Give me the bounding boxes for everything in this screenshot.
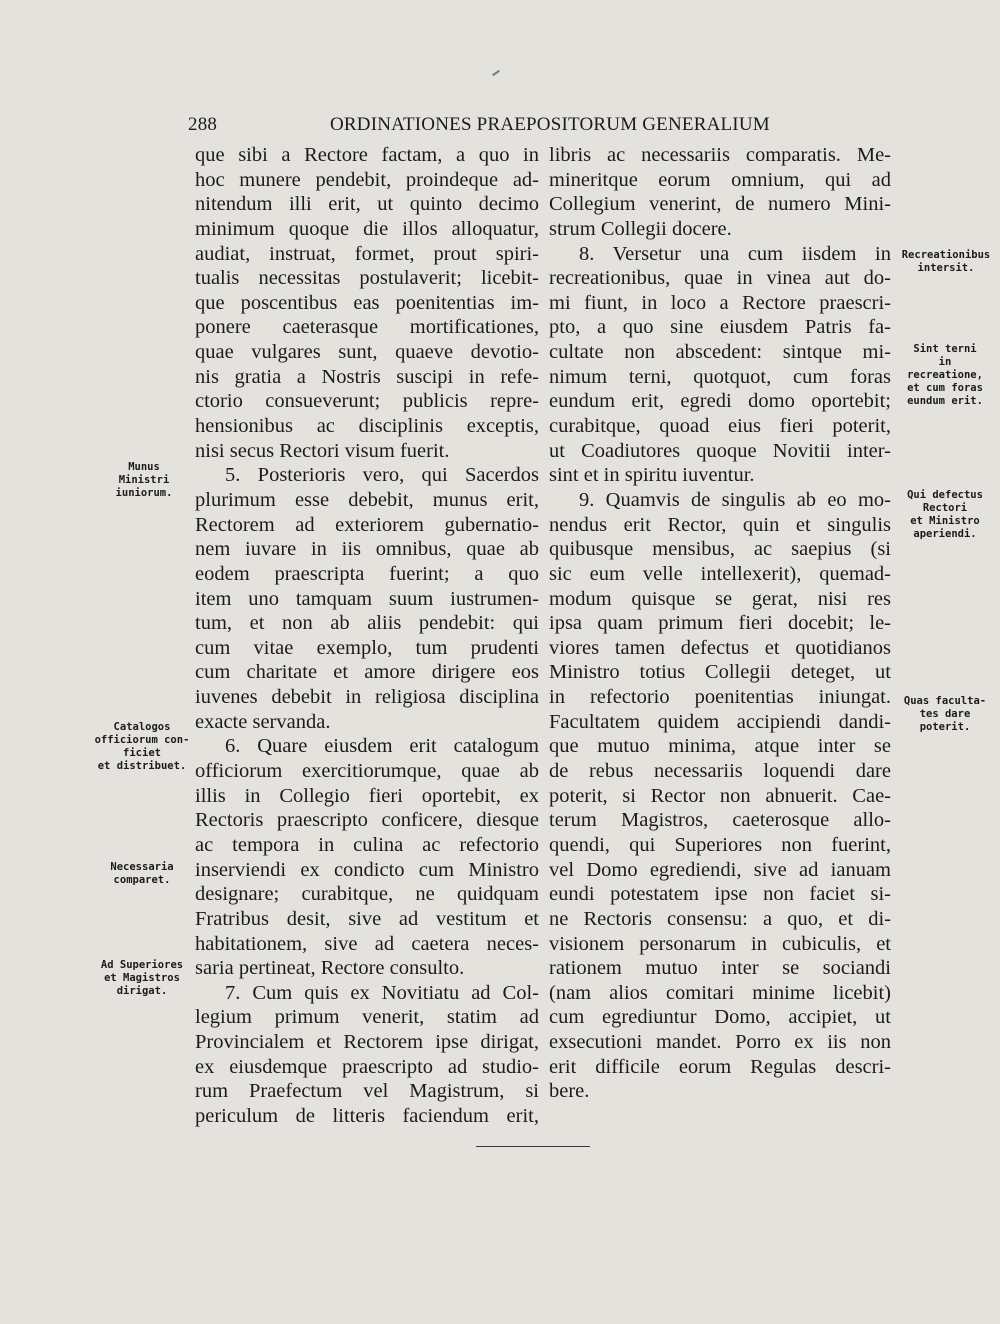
margin-note-right: Quas faculta- tes dare poterit. <box>903 695 987 733</box>
text-line: eodem praescripta fuerint; a quo <box>195 562 539 585</box>
text-line: nis gratia a Nostris suscipi in refe- <box>195 365 539 388</box>
text-line: Facultatem quidem accipiendi dandi- <box>549 710 891 733</box>
text-line: legium primum venerit, statim ad <box>195 1006 539 1029</box>
text-line: cultate non abscedent: sintque mi- <box>549 341 891 364</box>
text-line: Ministro totius Collegii deteget, ut <box>549 661 891 684</box>
text-line: tum, et non ab aliis pendebit: qui <box>195 612 539 635</box>
text-line: Rectorem ad exteriorem gubernatio- <box>195 513 539 536</box>
text-line: illis in Collegio fieri oportebit, ex <box>195 784 539 807</box>
text-line: vel Domo egrediendi, sive ad ianuam <box>549 858 891 881</box>
text-line: cum egrediuntur Domo, accipiet, ut <box>549 1006 891 1029</box>
text-line: ipsa quam primum fieri docebit; le- <box>549 612 891 635</box>
margin-note-left: Ad Superiores et Magistros dirigat. <box>100 959 184 997</box>
text-line: cum charitate et amore dirigere eos <box>195 661 539 684</box>
text-line: nem iuvare in iis omnibus, quae ab <box>195 538 539 561</box>
text-line: nimum terni, quotquot, cum foras <box>549 365 891 388</box>
text-line: cum vitae exemplo, tum prudenti <box>195 636 539 659</box>
text-line: exsecutioni mandet. Porro ex iis non <box>549 1031 891 1054</box>
text-line: visionem personarum in cubiculis, et <box>549 932 891 955</box>
text-line: sic eum velle intellexerit), quemad- <box>549 562 891 585</box>
text-line: curabitque, quoad eius fieri poterit, <box>549 415 891 438</box>
text-line: modum quisque se gerat, nisi res <box>549 587 891 610</box>
text-line: que poscentibus eas poenitentias im- <box>195 291 539 314</box>
text-line: Fratribus desit, sive ad vestitum et <box>195 907 539 930</box>
text-line: sint et in spiritu iuventur. <box>549 464 755 487</box>
text-line: eundi potestatem ipse non faciet si- <box>549 883 891 906</box>
page-number: 288 <box>188 114 218 135</box>
margin-note-right: Sint terni in recreatione, et cum foras eundum erit. <box>907 343 983 407</box>
text-line: recreationibus, quae in vinea aut do- <box>549 267 891 290</box>
text-line: tualis necessitas postulaverit; licebit- <box>195 267 539 290</box>
right-text-column <box>549 143 891 1104</box>
text-line: inserviendi ex condicto cum Ministro <box>195 858 539 881</box>
text-line: officiorum exercitiorumque, quae ab <box>195 760 539 783</box>
text-line: ex eiusdemque praescripto ad studio- <box>195 1055 539 1078</box>
text-line: quibusque mensibus, ac saepius (si <box>549 538 891 561</box>
text-line: 6. Quare eiusdem erit catalogum <box>225 735 539 758</box>
text-line: rum Praefectum vel Magistrum, si <box>195 1080 539 1103</box>
text-line: 8. Versetur una cum iisdem in <box>579 242 891 265</box>
margin-note-right: Qui defectus Rectori et Ministro aperiendi. <box>907 489 983 540</box>
text-line: hoc munere pendebit, proindeque ad- <box>195 168 539 191</box>
text-line: erit difficile eorum Regulas descri- <box>549 1055 891 1078</box>
text-line: pto, a quo sine eiusdem Patris fa- <box>549 316 891 339</box>
text-line: ne Rectoris consensu: a quo, et di- <box>549 907 891 930</box>
text-line: quendi, qui Superiores non fuerint, <box>549 833 891 856</box>
text-line: Provincialem et Rectorem ipse dirigat, <box>195 1031 539 1054</box>
text-line: item uno tamquam suum iustrumen- <box>195 587 539 610</box>
text-line: strum Collegii docere. <box>549 217 732 240</box>
text-line: periculum de litteris faciendum erit, <box>195 1104 539 1127</box>
text-line: ctorio consueverunt; publicis repre- <box>195 390 539 413</box>
text-line: designare; curabitque, ne quidquam <box>195 883 539 906</box>
text-line: exacte servanda. <box>195 710 331 733</box>
margin-note-left: Necessaria comparet. <box>110 861 174 886</box>
text-line: 9. Quamvis de singulis ab eo mo- <box>579 488 891 511</box>
text-line: in refectorio poenitentias iniungat. <box>549 686 891 709</box>
left-text-column <box>195 143 539 1129</box>
text-line: terum Magistros, caeterosque allo- <box>549 809 891 832</box>
text-line: iuvenes debebit in religiosa disciplina <box>195 686 539 709</box>
footer-rule <box>476 1146 590 1147</box>
text-line: hensionibus ac disciplinis exceptis, <box>195 415 539 438</box>
margin-note-left: Munus Ministri iuniorum. <box>115 461 173 499</box>
text-line: libris ac necessariis comparatis. Me- <box>549 144 891 166</box>
text-line: ponere caeterasque mortificationes, <box>195 316 539 339</box>
margin-note-left: Catalogos officiorum con- ficiet et distribuet. <box>94 721 190 772</box>
text-line: (nam alios comitari minime licebit) <box>549 981 891 1004</box>
text-line: saria pertineat, Rectore consulto. <box>195 957 465 980</box>
text-line: viores tamen defectus et quotidianos <box>549 636 891 659</box>
text-line: quae vulgares sunt, quaeve devotio- <box>195 341 539 364</box>
text-line: que mutuo minima, atque inter se <box>549 735 891 758</box>
text-line: rationem mutuo inter se sociandi <box>549 957 891 980</box>
text-line: 7. Cum quis ex Novitiatu ad Col- <box>225 981 539 1004</box>
text-line: de rebus necessariis loquendi dare <box>549 760 891 783</box>
text-line: minimum quoque die illos alloquatur, <box>195 217 539 240</box>
text-line: mi fiunt, in loco a Rectore praescri- <box>549 291 891 314</box>
text-line: nendus erit Rector, quin et singulis <box>549 513 891 536</box>
margin-note-right: Recreationibus intersit. <box>901 249 991 274</box>
running-title: ORDINATIONES PRAEPOSITORUM GENERALIUM <box>330 114 770 135</box>
text-line: habitationem, sive ad caetera neces- <box>195 932 539 955</box>
text-line: nisi secus Rectori visum fuerit. <box>195 439 450 462</box>
text-line: mineritque eorum omnium, qui ad <box>549 168 891 191</box>
text-line: ac tempora in culina ac refectorio <box>195 833 539 856</box>
text-line: poterit, si Rector non abnuerit. Cae- <box>549 784 891 807</box>
text-line: bere. <box>549 1080 590 1103</box>
text-line: que sibi a Rectore factam, a quo in <box>195 144 539 166</box>
text-line: Rectoris praescripto conficere, diesque <box>195 809 539 832</box>
running-head <box>188 114 780 140</box>
text-line: 5. Posterioris vero, qui Sacerdos <box>225 464 539 487</box>
pencil-mark <box>492 70 500 76</box>
text-line: plurimum esse debebit, munus erit, <box>195 488 539 511</box>
text-line: Collegium venerint, de numero Mini- <box>549 193 891 216</box>
text-line: eundum erit, egredi domo oportebit; <box>549 390 891 413</box>
text-line: ut Coadiutores quoque Novitii inter- <box>549 439 891 462</box>
text-line: nitendum illi erit, ut quinto decimo <box>195 193 539 216</box>
text-line: audiat, instruat, formet, prout spiri- <box>195 242 539 265</box>
